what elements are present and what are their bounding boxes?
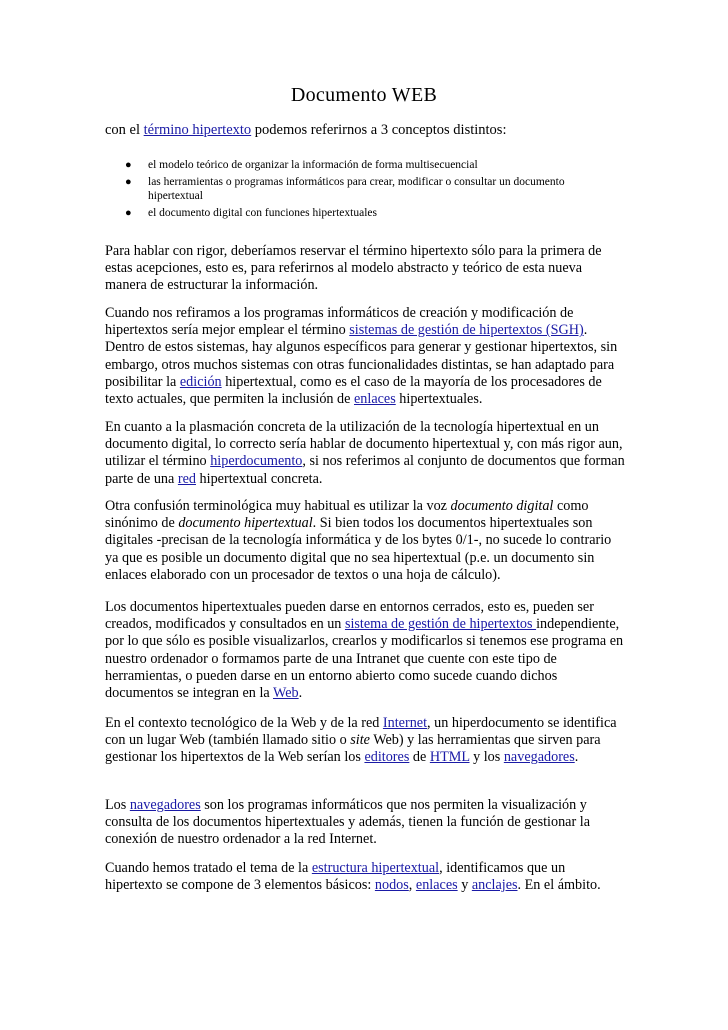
link-hiperdocumento[interactable]: hiperdocumento <box>210 453 303 470</box>
link-estructura-hipertextual[interactable]: estructura hipertextual <box>311 860 440 876</box>
link-web[interactable]: Web <box>272 685 299 702</box>
bullet-icon: ● <box>125 176 132 188</box>
paragraph-7: Los navegadores son los programas informáticos que nos permiten la visualización y consulta de los documentos hipertextuales y además, tienen la función de gestionar la conexión de nuestro ordenador a la red Internet. <box>105 797 590 848</box>
bullet-icon: ● <box>125 207 132 219</box>
paragraph-6: En el contexto tecnológico de la Web y de la red Internet, un hiperdocumento se identifica con un lugar Web (también llamado sitio o site Web) y las herramientas que sirven para gestionar los hipertextos de la Web serían los editores de HTML y los navegadores. <box>105 715 617 766</box>
paragraph-2: Cuando nos refiramos a los programas informáticos de creación y modificación de hipertextos sería mejor emplear el término sistemas de gestión de hipertextos (SGH). Dentro de estos sistemas, hay algunos específicos para generar y gestionar hipertextos, sin embargo, otros muchos sistemas con otras funcionalidades distintas, se han adaptado para posibilitar la edición hipertextual, como es el caso de la mayoría de los procesadores de texto actuales, que permiten la inclusión de enlaces hipertextuales. <box>105 305 618 408</box>
link-html[interactable]: HTML <box>429 749 470 766</box>
link-edicion[interactable]: edición <box>179 373 222 390</box>
link-navegadores-2[interactable]: navegadores <box>129 797 201 813</box>
paragraph-4: Otra confusión terminológica muy habitual es utilizar la voz documento digital como sinónimo de documento hipertextual. Si bien todos los documentos hipertextuales son digitales -precisan de la tecnología informática y de los bytes 0/1-, no sucede lo contrario ya que es posible un documento digital que no sea hipertextual (p.e. un documento sin enlaces elaborado con un procesador de textos o una hoja de cálculo). <box>105 498 612 583</box>
page-title <box>0 84 728 107</box>
link-termino-hipertexto[interactable]: término hipertexto <box>143 122 252 138</box>
list-item: ● las herramientas o programas informáticos para crear, modificar o consultar un documento hipertextual <box>125 176 565 202</box>
bullet-icon: ● <box>125 159 132 171</box>
link-enlaces[interactable]: enlaces <box>354 391 396 408</box>
paragraph-3: En cuanto a la plasmación concreta de la utilización de la tecnología hipertextual en un documento digital, lo correcto sería hablar de documento hipertextual y, con más rigor aun, utilizar el término hiperdocumento, si nos referimos al conjunto de documentos que forman parte de una red hipertextual concreta. <box>105 419 625 487</box>
paragraph-1: Para hablar con rigor, deberíamos reservar el término hipertexto sólo para la primera de estas acepciones, esto es, para referirnos al modelo abstracto y teórico de esta nueva manera de estructurar la información. <box>105 243 602 294</box>
definitions-list <box>105 158 615 223</box>
link-sgh[interactable]: sistemas de gestión de hipertextos (SGH) <box>349 322 584 339</box>
link-sistema-gestion[interactable]: sistema de gestión de hipertextos <box>344 616 537 633</box>
page-title-text: Documento WEB <box>290 84 438 106</box>
link-nodos[interactable]: nodos <box>374 877 409 894</box>
intro-line: con el término hipertexto podemos referirnos a 3 conceptos distintos: <box>105 122 507 138</box>
link-anclajes[interactable]: anclajes <box>471 877 518 894</box>
list-item: ● el modelo teórico de organizar la información de forma multisecuencial <box>125 159 478 171</box>
link-red[interactable]: red <box>177 470 196 487</box>
link-navegadores[interactable]: navegadores <box>503 749 575 766</box>
list-item: ● el documento digital con funciones hipertextuales <box>125 207 377 219</box>
paragraph-8: Cuando hemos tratado el tema de la estructura hipertextual, identificamos que un hipertexto se compone de 3 elementos básicos: nodos, enlaces y anclajes. En el ámbito. <box>105 860 601 894</box>
link-enlaces-2[interactable]: enlaces <box>415 877 458 894</box>
link-editores[interactable]: editores <box>364 749 410 766</box>
link-internet[interactable]: Internet <box>382 715 428 731</box>
paragraph-5: Los documentos hipertextuales pueden darse en entornos cerrados, esto es, pueden ser creados, modificados y consultados en un sistema de gestión de hipertextos independiente, por lo que sólo es posible visualizarlos, crearlos y modificarlos si tenemos ese programa en nuestro ordenador o formamos parte de una Intranet que cuente con este tipo de herramientas, o pueden darse en un entorno abierto como sucede cuando dichos documentos se integran en la Web. <box>105 599 624 702</box>
